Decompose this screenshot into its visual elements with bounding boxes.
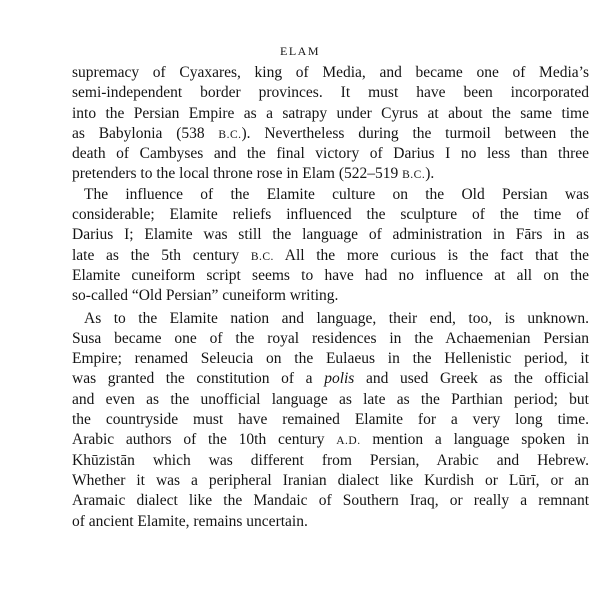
text-line: into the Persian Empire as a satrapy under Cyrus at about the same time [72, 104, 589, 122]
text-line: so-called “Old Persian” cuneiform writing. [72, 287, 339, 305]
text-line: supremacy of Cyaxares, king of Media, and became one of Media’s [72, 64, 589, 81]
text-line: Darius I; Elamite was still the language of administration in Fārs in as [72, 226, 589, 244]
text-line: late as the 5th century B.C. All the more curious is the fact that the [72, 246, 589, 264]
text-line: and even as the unofficial language as late as the Parthian period; but [72, 390, 589, 408]
text-line: As to the Elamite nation and language, their end, too, is unknown. [84, 309, 589, 327]
text-line: the countryside must have remained Elamite for a very long time. [72, 411, 589, 429]
text-line: of ancient Elamite, remains uncertain. [72, 512, 308, 530]
paragraph-1 [72, 63, 589, 185]
text-line: Elamite cuneiform script seems to have had no influence at all on the [72, 266, 589, 284]
text-line: pretenders to the local throne rose in Elam (522–519 B.C.). [72, 165, 435, 183]
body-text [72, 63, 589, 532]
running-head: ELAM [280, 44, 320, 58]
text-line: The influence of the Elamite culture on the Old Persian was [84, 185, 589, 203]
text-line: semi-independent border provinces. It must have been incorporated [72, 84, 589, 102]
paragraph-3 [72, 309, 589, 532]
text-line: Aramaic dialect like the Mandaic of Southern Iraq, or really a remnant [72, 492, 589, 510]
text-line: as Babylonia (538 B.C.). Nevertheless during the turmoil between the [72, 124, 589, 142]
text-line: Susa became one of the royal residences in the Achaemenian Persian [72, 329, 589, 347]
text-line: was granted the constitution of a polis and used Greek as the official [72, 370, 589, 388]
text-line: death of Cambyses and the final victory of Darius I no less than three [72, 145, 589, 163]
text-line: considerable; Elamite reliefs influenced the sculpture of the time of [72, 206, 589, 224]
text-line: Arabic authors of the 10th century A.D. mention a language spoken in [72, 431, 589, 449]
text-line: Empire; renamed Seleucia on the Eulaeus in the Hellenistic period, it [72, 350, 589, 368]
text-line: Whether it was a peripheral Iranian dialect like Kurdish or Lūrī, or an [72, 471, 589, 489]
paragraph-2 [72, 185, 589, 307]
text-line: Khūzistān which was different from Persian, Arabic and Hebrew. [72, 451, 589, 469]
